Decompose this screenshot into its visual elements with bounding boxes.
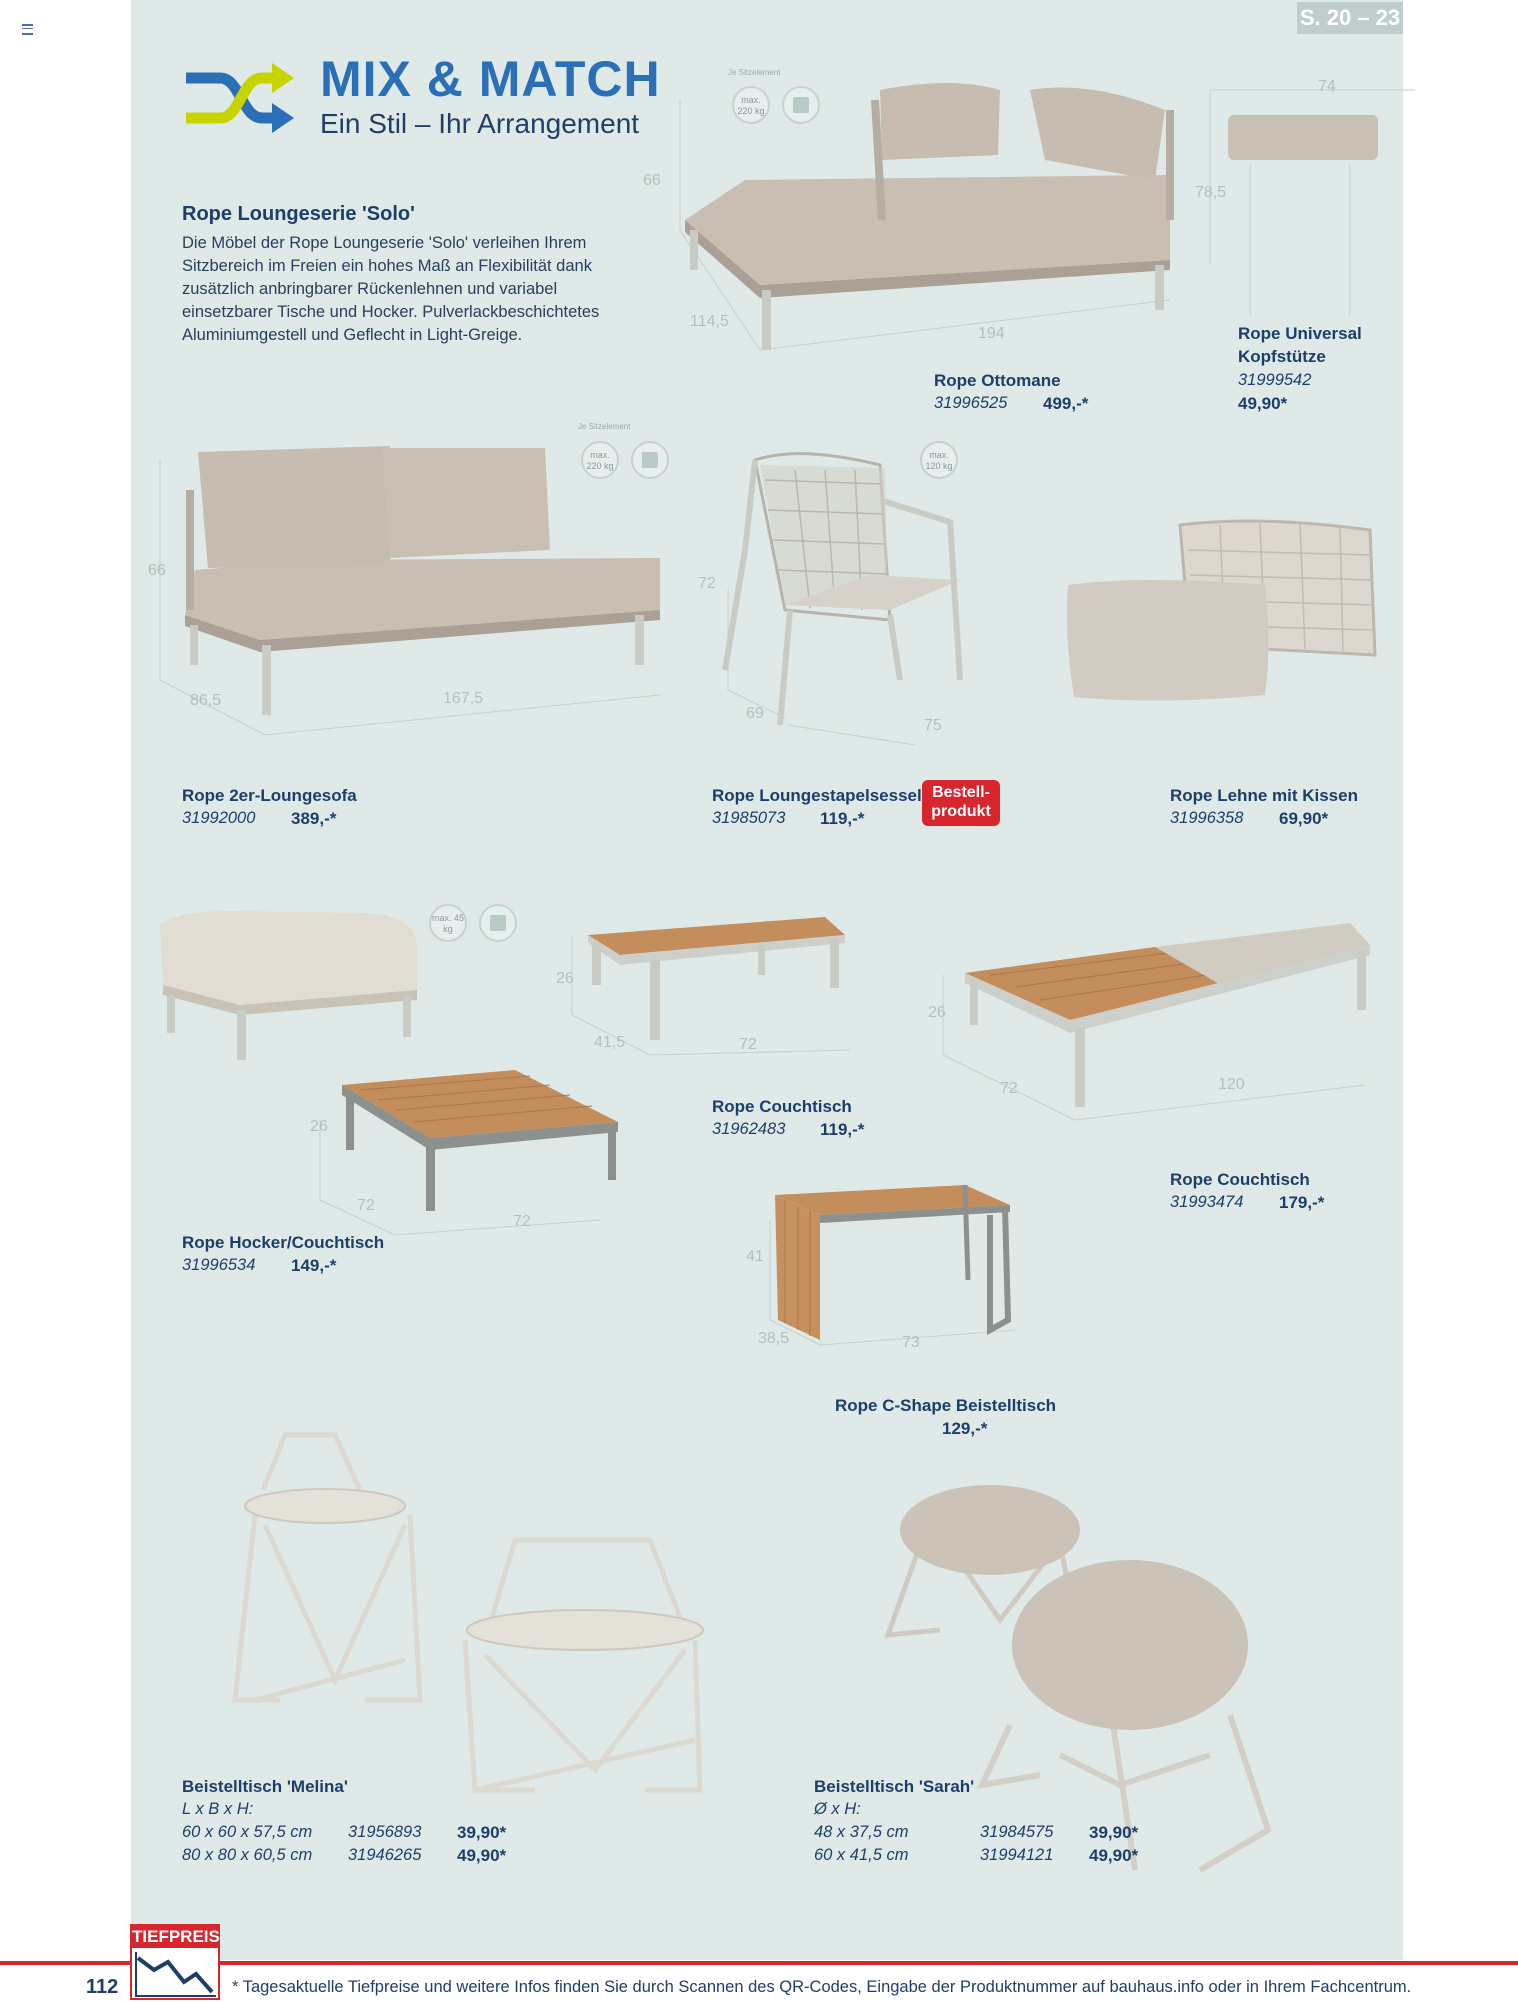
loungesofa-image [150, 440, 670, 740]
product-price: 49,90* [457, 1846, 507, 1865]
dimension-label: 72 [1000, 1080, 1018, 1097]
product-number[interactable]: 31996534 [182, 1256, 256, 1274]
product-number[interactable]: 31993474 [1170, 1193, 1244, 1211]
product-number[interactable]: 31992000 [182, 809, 256, 827]
dimension-label: 41 [746, 1248, 764, 1265]
dimension-label: 66 [643, 172, 661, 189]
size-cell: 48 x 37,5 cm [814, 1823, 909, 1841]
load-capacity-icon: max. 220 kg [732, 86, 770, 124]
product-name: Rope Universal [1238, 324, 1362, 343]
product-price: 179,-* [1279, 1193, 1325, 1212]
product-price: 129,-* [942, 1419, 988, 1438]
page-number: 112 [86, 1976, 119, 1998]
dimension-label: 167,5 [443, 690, 484, 707]
product-name: Beistelltisch 'Sarah' [814, 1777, 975, 1796]
product-name: Rope Loungestapelsessel [712, 786, 922, 805]
dimension-label: 41,5 [594, 1034, 626, 1051]
product-number[interactable]: 31985073 [712, 809, 786, 827]
load-capacity-icon: max. 220 kg [581, 441, 619, 479]
product-number[interactable]: 31996358 [1170, 809, 1244, 827]
product-price: 69,90* [1279, 809, 1329, 828]
product-name: Rope Lehne mit Kissen [1170, 786, 1358, 805]
dimension-label: 72 [698, 575, 716, 592]
product-number[interactable]: 31946265 [348, 1846, 422, 1864]
product-number[interactable]: 31999542 [1238, 371, 1312, 389]
ottomane-image [650, 70, 1190, 370]
product-name: Kopfstütze [1238, 347, 1326, 366]
product-name: Beistelltisch 'Melina' [182, 1777, 348, 1796]
hocker-couchtisch-image [300, 1060, 620, 1250]
product-number[interactable]: 31962483 [712, 1120, 786, 1138]
order-product-badge: Bestell-produkt [922, 780, 1000, 826]
series-description: Die Möbel der Rope Loungeserie 'Solo' verleihen Ihrem Sitzbereich im Freien ein hohes Maß an Flexibilität dank zusätzlich anbringbarer Rückenlehnen und variabel einsetzbarer Tische und Hocker. Pulverlackbeschichtetes Aluminiumgestell und Geflecht in Light-Greige. [182, 234, 600, 344]
footnote: * Tagesaktuelle Tiefpreise und weitere Infos finden Sie durch Scannen des QR-Codes, Eingabe der Produktnummer auf bauhaus.info oder in Ihrem Fachcentrum. [232, 1978, 1412, 1996]
series-title: Rope Loungeserie 'Solo' [182, 203, 415, 225]
dimension-label: 26 [556, 970, 574, 987]
dimension-label: 120 [1218, 1076, 1245, 1093]
size-cell: 60 x 41,5 cm [814, 1846, 909, 1864]
dimension-label: 78,5 [1195, 184, 1227, 201]
product-name: Rope 2er-Loungesofa [182, 786, 357, 805]
product-price: 499,-* [1043, 394, 1089, 413]
size-cell: 60 x 60 x 57,5 cm [182, 1823, 313, 1841]
product-number[interactable]: 31994121 [980, 1846, 1054, 1864]
dimension-label: 26 [928, 1004, 946, 1021]
product-number[interactable]: 31996525 [934, 394, 1008, 412]
dimension-label: 72 [357, 1197, 375, 1214]
beistelltisch-melina-image [225, 1430, 715, 1810]
price-drop-chart-icon [132, 1948, 218, 1998]
load-note-ottomane: Je Sitzelement [728, 68, 781, 77]
load-note-sofa: Je Sitzelement [578, 422, 631, 431]
dimension-label: 75 [924, 717, 942, 734]
product-number[interactable]: 31984575 [980, 1823, 1054, 1841]
mix-match-arrows-icon [180, 48, 300, 148]
product-price: 389,-* [291, 809, 337, 828]
lehne-mit-kissen-image [1060, 515, 1390, 710]
product-price: 119,-* [820, 809, 865, 828]
dimension-label: 69 [746, 705, 764, 722]
dimension-label: 72 [739, 1036, 757, 1053]
product-price: 149,-* [291, 1256, 337, 1275]
dimension-label: 86,5 [190, 692, 222, 709]
dimension-label: 74 [1318, 78, 1336, 95]
dimension-header: L x B x H: [182, 1800, 254, 1818]
product-price: 119,-* [820, 1120, 865, 1139]
kopfstuetze-image [1205, 85, 1415, 325]
seat-element-icon [479, 904, 517, 942]
product-name: Rope Hocker/Couchtisch [182, 1233, 385, 1252]
product-name: Rope C-Shape Beistelltisch [835, 1396, 1057, 1415]
page-corner-mark [22, 24, 33, 35]
footer-divider [0, 1961, 1518, 1965]
tiefpreis-badge [130, 1924, 220, 2000]
header-title: MIX & MATCH [320, 51, 661, 107]
load-capacity-icon: max. 45 kg [429, 904, 467, 942]
product-name: Rope Couchtisch [1170, 1170, 1310, 1189]
dimension-label: 66 [148, 562, 166, 579]
page-reference-badge[interactable]: S. 20 – 23 [1297, 2, 1403, 34]
product-price: 39,90* [1089, 1823, 1139, 1842]
product-price: 49,90* [1238, 394, 1288, 413]
dimension-label: 72 [513, 1213, 531, 1230]
load-capacity-icon: max. 120 kg [920, 441, 958, 479]
dimension-label: 38,5 [758, 1330, 790, 1347]
hocker-image [155, 905, 425, 1065]
header-subtitle: Ein Stil – Ihr Arrangement [320, 108, 640, 139]
product-name: Rope Ottomane [934, 371, 1061, 390]
product-name: Rope Couchtisch [712, 1097, 852, 1116]
size-cell: 80 x 80 x 60,5 cm [182, 1846, 313, 1864]
dimension-label: 194 [978, 325, 1005, 342]
product-price: 49,90* [1089, 1846, 1139, 1865]
dimension-label: 26 [310, 1118, 328, 1135]
product-price: 39,90* [457, 1823, 507, 1842]
dimension-header: Ø x H: [814, 1800, 861, 1818]
c-shape-beistelltisch-image [760, 1180, 1030, 1360]
loungestapelsessel-image [700, 440, 1030, 750]
dimension-label: 114,5 [690, 313, 729, 330]
dimension-label: 73 [902, 1334, 920, 1351]
product-number[interactable]: 31956893 [348, 1823, 422, 1841]
tiefpreis-label: TIEFPREIS [132, 1927, 220, 1946]
beistelltisch-sarah-image [880, 1485, 1370, 1875]
